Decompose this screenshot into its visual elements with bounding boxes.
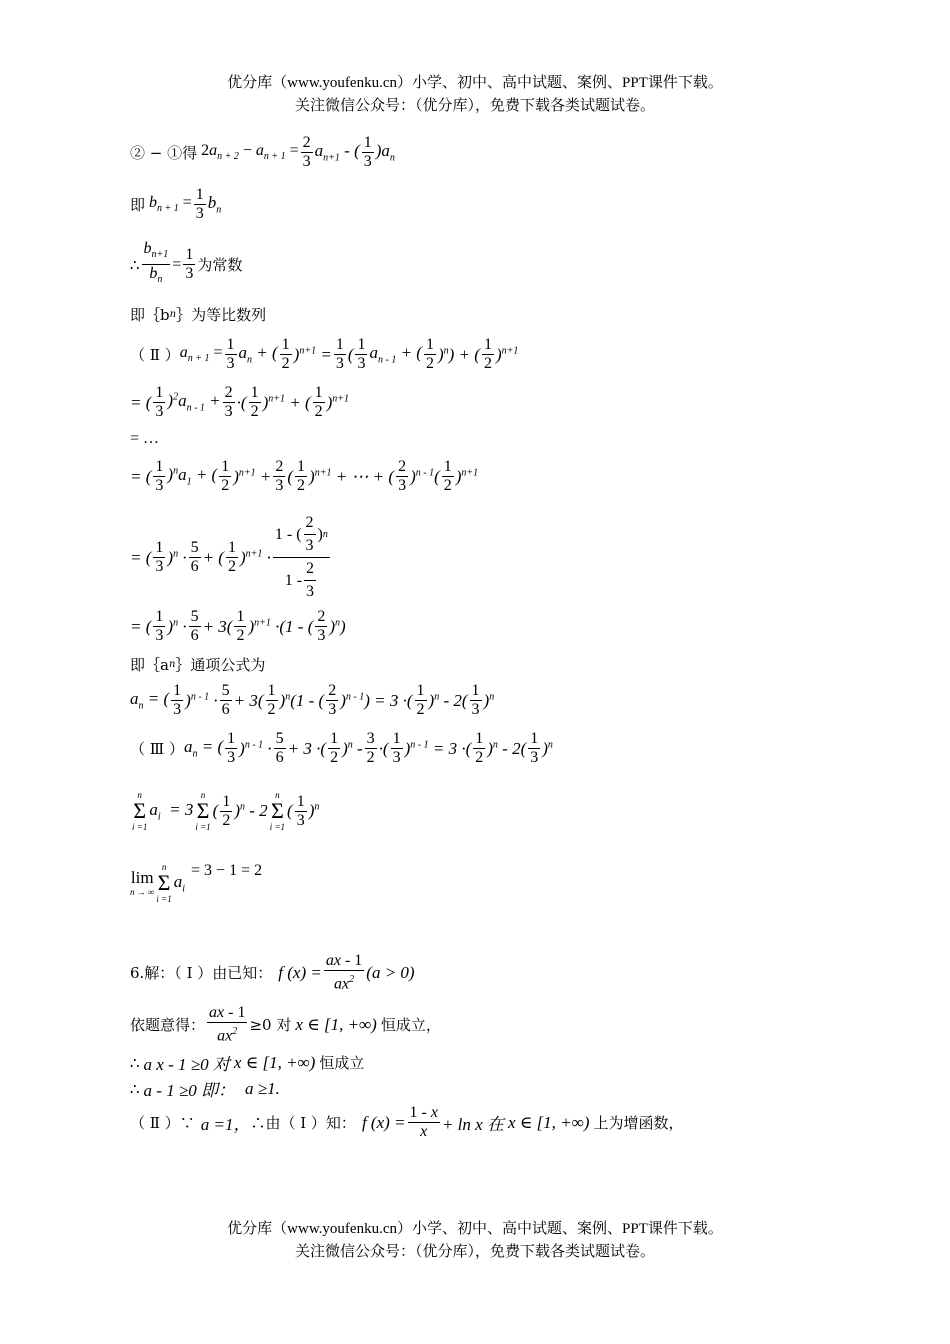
q6-range: x ∈ [1, +∞) [295,1014,377,1034]
math-expr: )$a_n$ [375,141,395,164]
q6-basis [130,1004,441,1045]
q6-range: x ∈ [1, +∞) [233,1052,316,1072]
math-expr: $a_n$ + ( [238,343,278,366]
math-expr: $a_{n - 1}$ + ( [369,343,422,366]
fraction: $\frac{5}{6}$ [190,539,199,575]
math-expr: ( [347,344,354,364]
math-expr: + ( [202,547,224,567]
fraction: $\frac{1}{3}$ [392,730,401,766]
fraction: $\frac{1}{3}$ [155,458,164,494]
fraction: $\frac{1}{3}$ [357,336,366,372]
math-expr: $a_n$ = ( [130,689,170,712]
q6-increasing: 上为增函数， [593,1114,684,1132]
fraction: $\frac{1}{3}$ [530,730,539,766]
sigma-symbol: n Σ i =1 [195,790,211,832]
math-expr: )$^n$) [329,616,346,636]
math-expr: )$^n$ - [342,738,363,758]
sigma-symbol: n Σ i =1 [156,862,172,904]
math-expr: )$^{n+1}$ + ( [262,392,311,412]
fraction: $\frac{1}{2}$ [443,458,452,494]
geometric-statement: 即｛b n ｝为等比数列 [130,306,267,324]
equation-part2 [130,336,518,373]
math-expr: ·( [236,392,247,412]
math-expr: )$^{n+1}$ [495,344,519,364]
fraction: $\frac{1}{2}$ [297,458,306,494]
constant-text: 为常数 [197,256,243,275]
ji-label: 即 [130,196,146,214]
fraction: $\frac{b_{n+1}}{b_n}$ [143,240,169,286]
an-formula-tail: ｝通项公式为 [175,656,266,674]
q6-dui: ≥0 对 [249,1016,292,1035]
math-expr: )$^n$) + ( [437,344,480,364]
fraction: $\frac{1}{2}$ [236,608,245,644]
math-expr: )$^2a_{n - 1}$ + [167,391,221,414]
compound-fraction: 1 - ( $\frac{2}{3}$ ) n 1 - $\frac{2}{3}$ [274,514,328,600]
footer-line-2: 关注微信公众号：（优分库），免费下载各类试题试卷。 [294,1244,655,1260]
fraction: $\frac{1}{3}$ [185,246,194,283]
fraction: $\frac{1}{3}$ [296,792,305,829]
q6-part2 [130,1104,683,1141]
math-expr: $a_{n + 1}$ = [179,344,223,365]
math-expr: )$^n$(1 - ( [279,690,325,710]
math-expr: $a_i$ [173,871,186,895]
math-expr: )$^{n+1}$ ·(1 - ( [248,616,314,636]
step-label: ② − ①得 [130,144,198,162]
fraction: $\frac{1}{2}$ [250,384,259,420]
equation-limit [130,862,262,904]
math-expr: ( [287,466,294,486]
fraction: $\frac{1}{3}$ [155,539,164,575]
math-expr: = ( [130,466,152,486]
math-expr: )$^{n+1}$ = [293,344,332,364]
math-expr: )$^n$ - 2( [428,690,468,710]
fraction: $\frac{1}{3}$ [155,608,164,644]
math-expr: + 3( [233,690,264,710]
fraction: $\frac{2}{3}$ [317,608,326,644]
header-line-2: 关注微信公众号：（优分库），免费下载各类试题试卷。 [294,98,655,114]
fraction: $\frac{5}{6}$ [190,608,199,644]
sigma-symbol: n Σ i =1 [132,790,148,832]
equation-ratio [130,240,242,289]
math-expr: )$^{n - 1}$ = 3 ·( [404,738,472,758]
fraction: $\frac{1}{3}$ [471,682,480,718]
math-expr: $a_n$ = ( [184,737,224,760]
math-expr: f (x) = [278,962,322,982]
math-expr: $a_{n+1}$ - ( [314,141,360,164]
fraction: $\frac{2}{3}$ [302,134,311,170]
page-header [0,72,950,118]
equation-line [130,512,332,603]
math-expr: + 3 ·( [287,738,327,758]
fraction: $\frac{1}{2}$ [475,730,484,766]
fraction: $\frac{1}{2}$ [330,730,339,766]
math-expr: )$^n$ [483,690,495,710]
equation-line [130,608,346,645]
math-expr: f (x) = [361,1112,406,1132]
fraction: $\frac{1}{2}$ [227,539,236,575]
math-expr: )$^{n+1}$ + [233,466,272,486]
math-expr: )$^n$ [542,738,553,758]
an-formula-statement: 即｛a n ｝通项公式为 [130,656,266,674]
therefore-symbol: ∴ [130,1053,140,1072]
equation-an [130,682,494,719]
q6-basis-label: 依题意得： [130,1016,206,1035]
geometric-head: 即｛b [130,306,170,324]
fraction: $\frac{1}{3}$ [363,134,372,170]
math-expr: ( [212,801,219,820]
part2-label: （ Ⅱ ） [130,346,180,364]
math-expr: )$^{n+1}$ · [239,547,271,567]
equation-line [130,458,478,495]
fraction: $\frac{5}{6}$ [221,682,230,718]
therefore-symbol: ∴ [130,255,140,274]
math-expr: )$^n$ - 2 [234,801,268,820]
math-expr: )$^na_1$ + ( [167,465,218,488]
fraction: $\frac{2}{3}$ [328,682,337,718]
an-formula-head: 即｛a [130,656,169,674]
fraction: $\frac{2}{3}$ [224,384,233,420]
fraction: $\frac{1}{3}$ [173,682,182,718]
q6-a-ge-1-head: a - 1 ≥0 即： [143,1081,236,1100]
header-line-1: 优分库（www.youfenku.cn）小学、初中、高中试题、案例、PPT课件下载。 [227,75,723,91]
fraction: $\frac{1}{2}$ [483,336,492,372]
fraction: $\frac{1}{2}$ [281,336,290,372]
lim-symbol: lim n → ∞ [130,868,155,897]
equation-part3 [130,730,553,767]
math-expr: )$^n$ · [167,616,187,636]
math-expr: = ( [130,616,152,636]
fraction: $\frac{5}{6}$ [275,730,284,766]
fraction: $\frac{1}{2}$ [314,384,323,420]
math-expr: $a_i = 3$ [149,799,194,823]
geometric-tail: ｝为等比数列 [176,306,267,324]
fraction: $\frac{1}{2}$ [222,792,231,829]
q6-line3 [130,1050,364,1075]
math-expr: )$^n$ · [167,547,187,567]
fraction: $\frac{1}{3}$ [195,186,204,222]
q6-part2-label: （ Ⅱ ）∵ [130,1114,195,1132]
fraction: $\frac{1}{3}$ [227,730,236,766]
q6-condition: (a > 0) [366,962,415,982]
fraction: $\frac{1}{2}$ [425,336,434,372]
q6-by-part1: ∴由（ Ⅰ ）知： [250,1114,356,1132]
math-expr: ·( [378,738,389,758]
fraction: $\frac{ax - 1}{ax^2}$ [325,952,363,993]
equation-dots [130,430,159,448]
fraction: $\frac{3}{2}$ [366,730,375,766]
equation-step [130,134,395,171]
sigma-symbol: n Σ i =1 [269,790,286,832]
fraction: $\frac{1}{2}$ [416,682,425,718]
math-expr: $b_{n + 1}$ = [149,194,192,215]
math-expr: )$^{n+1}$ [455,466,479,486]
math-expr: )$^{n - 1}$ · [185,690,218,710]
dots-text: = … [130,430,160,447]
q6-a-ge-1: a ≥1. [245,1078,280,1098]
math-expr: )$^{n+1}$ + ⋯ + ( [309,466,395,486]
footer-line-1: 优分库（www.youfenku.cn）小学、初中、高中试题、案例、PPT课件下载。 [227,1221,723,1237]
fraction: $\frac{ax - 1}{ax^2}$ [209,1004,246,1045]
q6-hold2: 恒成立 [319,1054,365,1072]
math-expr: )$^{n - 1}$( [410,466,440,486]
fraction: $\frac{2}{3}$ [275,458,284,494]
q6-range: x ∈ [1, +∞) [507,1112,590,1132]
q6-part1 [130,952,415,993]
math-expr: )$^n$ [308,801,320,820]
fraction: $\frac{1}{3}$ [226,336,235,372]
q6-label: 6.解：（ Ⅰ ）由已知： [130,964,273,983]
q6-ax1: a x - 1 ≥0 对 [143,1055,230,1074]
math-expr: = [172,255,182,273]
part3-label: （ Ⅲ ） [130,740,185,758]
equation-bn-recur [130,186,221,223]
math-expr: = ( [130,392,152,412]
fraction: $\frac{1}{2}$ [221,458,230,494]
q6-hold: 恒成立， [380,1016,441,1035]
q6-line4 [130,1076,280,1101]
fraction: $\frac{1}{3}$ [155,384,164,420]
math-expr: )$^{n - 1}$ · [239,738,272,758]
page-footer [0,1218,950,1264]
math-expr: $b_n$ [207,193,222,216]
q6-a-eq-1: a =1， [200,1115,251,1134]
limit-result: = 3 − 1 = 2 [191,862,263,879]
q6-plus-ln: + ln x 在 [441,1115,504,1134]
math-expr: + 3( [202,616,233,636]
therefore-symbol: ∴ [130,1079,140,1098]
math-expr: $2a_{n + 2} - a_{n + 1}$ = [197,142,299,163]
fraction: $\frac{1}{2}$ [267,682,276,718]
math-expr: )$^{n - 1}$) = 3 ·( [340,690,413,710]
equation-sum [130,790,319,832]
equation-line [130,384,349,421]
math-expr: )$^n$ - 2( [487,738,527,758]
fraction: $\frac{2}{3}$ [398,458,407,494]
fraction: $\frac{1 - x}{x}$ [409,1104,438,1140]
math-expr: ( [287,801,293,820]
fraction: $\frac{1}{3}$ [335,336,344,372]
math-expr: = ( [130,547,152,567]
math-expr: )$^{n+1}$ [326,392,350,412]
